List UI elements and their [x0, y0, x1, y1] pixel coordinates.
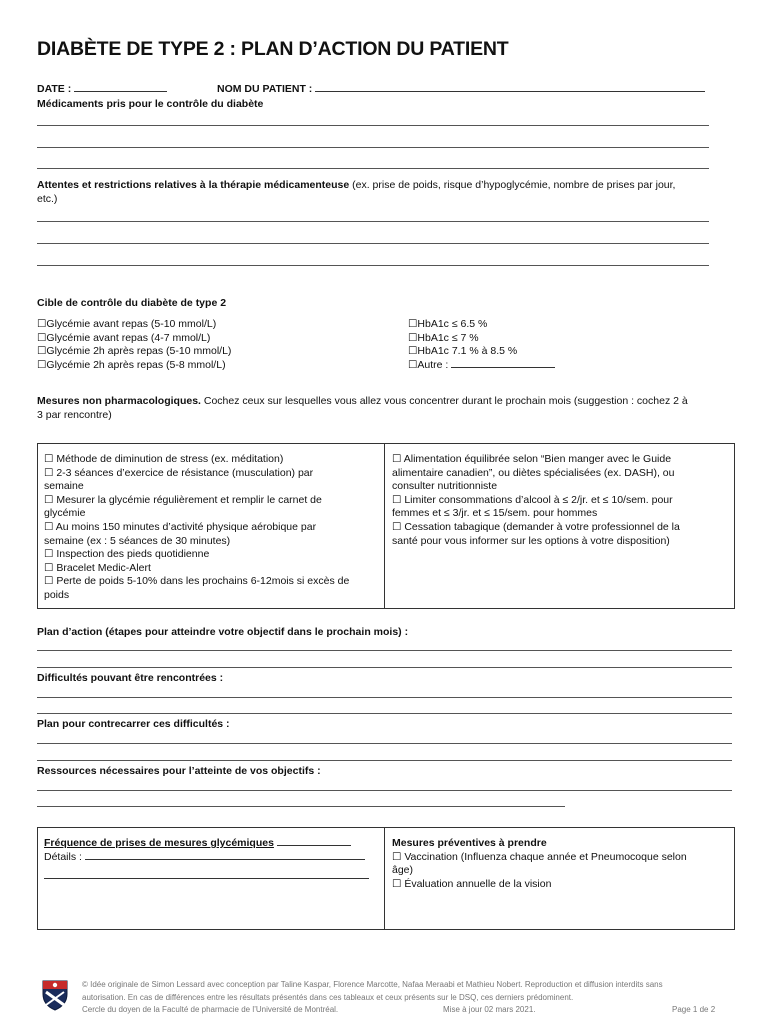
- expectations-paragraph: [37, 178, 737, 206]
- nonpharm-item-cont: alimentaire canadien”, ou diètes spécialisées (ex. DASH), ou: [392, 466, 675, 479]
- nonpharm-item-cont: poids: [44, 588, 70, 601]
- frequency-row: [44, 837, 378, 851]
- nonpharm-table: [37, 443, 735, 609]
- footer-credit: Cercle du doyen de la Faculté de pharmacie de l’Université de Montréal.: [82, 1005, 339, 1014]
- bottom-table: [37, 827, 735, 930]
- medications-line-2[interactable]: [37, 147, 709, 148]
- patient-label-row: [217, 83, 705, 95]
- expectations-heading: Attentes et restrictions relatives à la thérapie médicamenteuse: [37, 179, 350, 191]
- crest-icon: [40, 978, 70, 1012]
- action-plan-line-1[interactable]: [37, 650, 732, 651]
- target-option[interactable]: ☐Glycémie avant repas (5-10 mmol/L): [37, 318, 217, 330]
- target-option[interactable]: ☐Glycémie 2h après repas (5-8 mmol/L): [37, 358, 226, 371]
- resources-line-2[interactable]: [37, 806, 565, 807]
- target-option[interactable]: ☐HbA1c ≤ 6.5 %: [408, 318, 488, 330]
- nonpharm-item-cont: santé pour vous informer sur les options à votre disposition): [392, 534, 670, 547]
- footer: [82, 979, 742, 1017]
- counter-plan-heading: Plan pour contrecarrer ces difficultés :: [37, 718, 230, 730]
- expectations-line-2[interactable]: [37, 243, 709, 244]
- target-option[interactable]: ☐HbA1c ≤ 7 %: [408, 331, 479, 344]
- targets-left-list: [37, 318, 231, 372]
- expectations-note-1: (ex. prise de poids, risque d’hypoglycémie, nombre de prises par jour,: [349, 179, 676, 191]
- nonpharm-item[interactable]: ☐ Mesurer la glycémie régulièrement et remplir le carnet de: [44, 493, 322, 506]
- footer-line-1: © Idée originale de Simon Lessard avec conception par Taline Kaspar, Florence Marcotte, Nafaa Meraabi et Mathieu Nobert. Reproduction et diffusion interdits sans: [82, 980, 663, 989]
- nonpharm-item-cont: glycémie: [44, 507, 86, 520]
- nonpharm-text-2: 3 par rencontre): [37, 409, 112, 421]
- target-option[interactable]: ☐Glycémie avant repas (4-7 mmol/L): [37, 331, 211, 344]
- details-row: [44, 851, 378, 865]
- footer-line-3: [82, 1004, 742, 1017]
- nonpharm-text-1: Cochez ceux sur lesquelles vous allez vous concentrer durant le prochain mois (suggestion : cochez 2 à: [200, 395, 688, 407]
- nonpharm-item[interactable]: ☐ 2-3 séances d’exercice de résistance (musculation) par: [44, 466, 314, 479]
- nonpharm-item[interactable]: ☐ Limiter consommations d’alcool à ≤ 2/jr. et ≤ 10/sem. pour: [392, 493, 673, 506]
- nonpharm-left-cell: [38, 444, 385, 608]
- difficulties-line-1[interactable]: [37, 697, 732, 698]
- nonpharm-item[interactable]: ☐ Bracelet Medic-Alert: [44, 561, 151, 574]
- preventive-item-cont: âge): [392, 864, 414, 877]
- resources-heading: Ressources nécessaires pour l’atteinte de vos objectifs :: [37, 765, 321, 777]
- medications-line-3[interactable]: [37, 168, 709, 169]
- medications-heading: Médicaments pris pour le contrôle du diabète: [37, 98, 264, 110]
- nonpharm-item-cont: semaine: [44, 480, 84, 493]
- preventive-item[interactable]: ☐ Vaccination (Influenza chaque année et Pneumocoque selon: [392, 850, 687, 863]
- footer-line-2: autorisation. En cas de différences entre les résultats présentés dans ces tableaux et ceux présents sur le DSQ, ces derniers prédominent.: [82, 992, 574, 1002]
- targets-heading: Cible de contrôle du diabète de type 2: [37, 297, 227, 309]
- expectations-line-1[interactable]: [37, 221, 709, 222]
- date-label: DATE :: [37, 83, 72, 95]
- nonpharm-item[interactable]: ☐ Alimentation équilibrée selon “Bien manger avec le Guide: [392, 453, 672, 465]
- nonpharm-item-cont: consulter nutritionniste: [392, 480, 498, 493]
- preventive-heading: Mesures préventives à prendre: [392, 837, 547, 849]
- nonpharm-item-cont: femmes et ≤ 3/jr. et ≤ 15/sem. pour hommes: [392, 507, 598, 520]
- patient-name-field[interactable]: [315, 91, 705, 92]
- nonpharm-right-cell: [386, 444, 734, 608]
- other-field[interactable]: [451, 367, 555, 368]
- target-option[interactable]: ☐Glycémie 2h après repas (5-10 mmol/L): [37, 345, 232, 358]
- date-label-row: [37, 83, 167, 95]
- page-number: Page 1 de 2: [672, 1005, 716, 1014]
- faculty-crest-logo: [40, 978, 70, 1012]
- difficulties-line-2[interactable]: [37, 713, 732, 714]
- details-label: Détails :: [44, 850, 82, 863]
- counter-plan-line-2[interactable]: [37, 760, 732, 761]
- preventive-item[interactable]: ☐ Évaluation annuelle de la vision: [392, 877, 552, 890]
- medications-line-1[interactable]: [37, 125, 709, 126]
- nonpharm-heading: Mesures non pharmacologiques.: [37, 395, 201, 407]
- nonpharm-item[interactable]: ☐ Au moins 150 minutes d’activité physique aérobique par: [44, 520, 317, 533]
- details-field-2[interactable]: [44, 864, 369, 879]
- nonpharm-item[interactable]: ☐ Cessation tabagique (demander à votre professionnel de la: [392, 520, 680, 533]
- expectations-note-2: etc.): [37, 193, 58, 205]
- date-field[interactable]: [74, 91, 167, 92]
- footer-updated: Mise à jour 02 mars 2021.: [443, 1005, 536, 1014]
- counter-plan-line-1[interactable]: [37, 743, 732, 744]
- target-option[interactable]: ☐HbA1c 7.1 % à 8.5 %: [408, 345, 518, 358]
- difficulties-heading: Difficultés pouvant être rencontrées :: [37, 672, 224, 684]
- frequency-heading: Fréquence de prises de mesures glycémiques: [44, 837, 274, 849]
- expectations-line-3[interactable]: [37, 265, 709, 266]
- details-field[interactable]: [85, 859, 365, 860]
- action-plan-heading: Plan d’action (étapes pour atteindre votre objectif dans le prochain mois) :: [37, 626, 409, 638]
- action-plan-line-2[interactable]: [37, 667, 732, 668]
- other-label: ☐Autre :: [408, 358, 449, 371]
- nonpharm-item[interactable]: ☐ Méthode de diminution de stress (ex. méditation): [44, 453, 284, 465]
- nonpharm-item[interactable]: ☐ Perte de poids 5-10% dans les prochains 6-12mois si excès de: [44, 575, 350, 588]
- target-option-other[interactable]: [408, 359, 555, 373]
- patient-name-label: NOM DU PATIENT :: [217, 83, 313, 95]
- targets-right-list: [408, 318, 555, 372]
- resources-line-1[interactable]: [37, 790, 732, 791]
- frequency-field[interactable]: [277, 845, 351, 846]
- preventive-cell: [386, 828, 734, 929]
- page-title: DIABÈTE DE TYPE 2 : PLAN D’ACTION DU PATIENT: [37, 38, 509, 60]
- nonpharm-item[interactable]: ☐ Inspection des pieds quotidienne: [44, 548, 210, 561]
- frequency-cell: [38, 828, 385, 929]
- nonpharm-item-cont: semaine (ex : 5 séances de 30 minutes): [44, 534, 231, 547]
- nonpharm-paragraph: [37, 394, 742, 422]
